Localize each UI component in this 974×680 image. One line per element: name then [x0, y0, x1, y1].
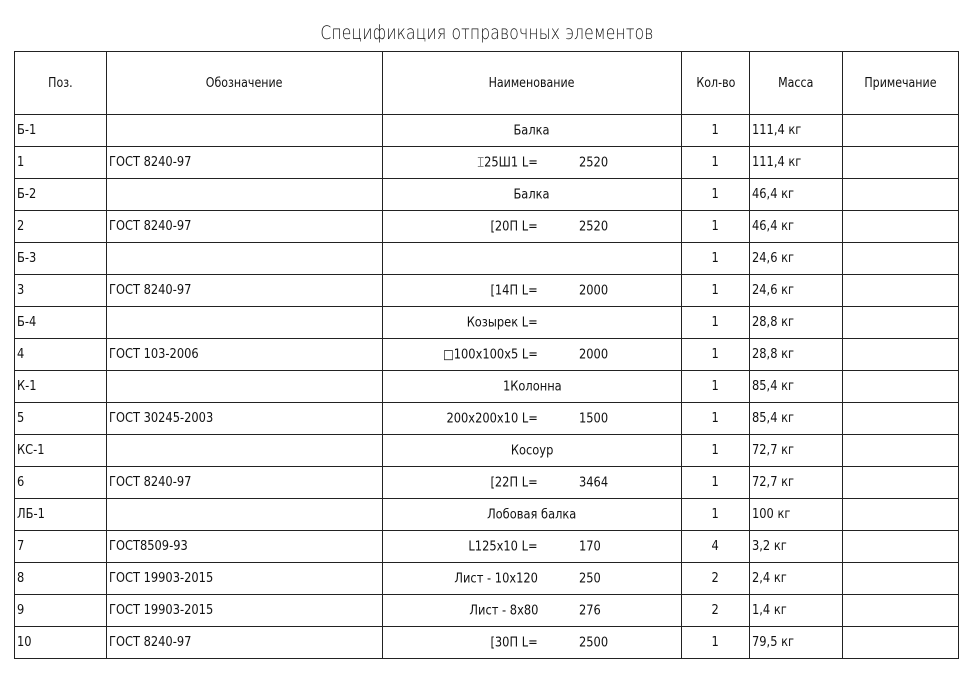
table-row	[15, 531, 959, 563]
cell-designation	[107, 499, 383, 531]
cell-mass: 24,6 кг	[750, 275, 843, 307]
cell-length: 2000	[579, 283, 609, 298]
cell-mass: 111,4 кг	[750, 147, 843, 179]
cell-note	[843, 531, 959, 563]
table-row	[15, 435, 959, 467]
cell-qty: 1	[682, 115, 750, 147]
cell-name: Козырек L=	[383, 307, 682, 339]
cell-name: [20П L= 2520	[383, 211, 682, 243]
cell-designation	[107, 435, 383, 467]
table-row	[15, 115, 959, 147]
header-note: Примечание	[843, 52, 959, 115]
cell-qty: 1	[682, 467, 750, 499]
cell-name: □100х100х5 L= 2000	[383, 339, 682, 371]
table-header-row	[15, 52, 959, 115]
cell-note	[843, 403, 959, 435]
cell-designation: ГОСТ 8240-97	[107, 147, 383, 179]
cell-pos: 1	[15, 147, 107, 179]
cell-note	[843, 627, 959, 659]
cell-name: ⌶25Ш1 L= 2520	[383, 147, 682, 179]
cell-qty: 1	[682, 307, 750, 339]
cell-length: 250	[579, 571, 601, 586]
cell-pos: КС-1	[15, 435, 107, 467]
cell-mass: 1,4 кг	[750, 595, 843, 627]
cell-qty: 1	[682, 627, 750, 659]
cell-qty: 1	[682, 339, 750, 371]
cell-qty: 1	[682, 211, 750, 243]
cell-mass: 46,4 кг	[750, 179, 843, 211]
cell-length: 3464	[579, 475, 609, 490]
cell-name: 200х200х10 L= 1500	[383, 403, 682, 435]
cell-note	[843, 211, 959, 243]
cell-name: Балка	[383, 179, 682, 211]
cell-name: [22П L= 3464	[383, 467, 682, 499]
cell-name: L125х10 L= 170	[383, 531, 682, 563]
cell-qty: 1	[682, 179, 750, 211]
cell-pos: 4	[15, 339, 107, 371]
cell-mass: 24,6 кг	[750, 243, 843, 275]
cell-mass: 85,4 кг	[750, 371, 843, 403]
cell-designation	[107, 243, 383, 275]
cell-mass: 28,8 кг	[750, 339, 843, 371]
cell-pos: 7	[15, 531, 107, 563]
cell-qty: 1	[682, 435, 750, 467]
cell-designation: ГОСТ 8240-97	[107, 467, 383, 499]
cell-pos: Б-1	[15, 115, 107, 147]
cell-designation: ГОСТ 30245-2003	[107, 403, 383, 435]
cell-mass: 3,2 кг	[750, 531, 843, 563]
table-row	[15, 563, 959, 595]
cell-pos: 10	[15, 627, 107, 659]
cell-pos: К-1	[15, 371, 107, 403]
cell-note	[843, 339, 959, 371]
cell-designation	[107, 115, 383, 147]
table-row	[15, 179, 959, 211]
cell-pos: 9	[15, 595, 107, 627]
cell-name: [14П L= 2000	[383, 275, 682, 307]
cell-mass: 111,4 кг	[750, 115, 843, 147]
specification-table	[14, 51, 959, 659]
cell-note	[843, 115, 959, 147]
cell-mass: 85,4 кг	[750, 403, 843, 435]
cell-note	[843, 499, 959, 531]
table-row	[15, 275, 959, 307]
cell-pos: Б-3	[15, 243, 107, 275]
header-name: Наименование	[383, 52, 682, 115]
table-row	[15, 243, 959, 275]
cell-mass: 72,7 кг	[750, 435, 843, 467]
cell-note	[843, 147, 959, 179]
cell-mass: 79,5 кг	[750, 627, 843, 659]
cell-qty: 1	[682, 403, 750, 435]
cell-length: 2000	[579, 347, 609, 362]
table-body	[15, 115, 959, 659]
cell-designation: ГОСТ 8240-97	[107, 627, 383, 659]
cell-designation: ГОСТ 19903-2015	[107, 595, 383, 627]
cell-mass: 28,8 кг	[750, 307, 843, 339]
cell-designation: ГОСТ 103-2006	[107, 339, 383, 371]
table-row	[15, 499, 959, 531]
cell-designation	[107, 179, 383, 211]
header-designation: Обозначение	[107, 52, 383, 115]
cell-name: Лобовая балка	[383, 499, 682, 531]
cell-length: 2520	[579, 219, 609, 234]
cell-pos: 6	[15, 467, 107, 499]
cell-designation	[107, 307, 383, 339]
cell-mass: 2,4 кг	[750, 563, 843, 595]
header-mass: Масса	[750, 52, 843, 115]
cell-name: Лист - 8х80 276	[383, 595, 682, 627]
table-row	[15, 467, 959, 499]
cell-pos: 3	[15, 275, 107, 307]
cell-pos: Б-2	[15, 179, 107, 211]
table-row	[15, 403, 959, 435]
cell-pos: 8	[15, 563, 107, 595]
cell-qty: 1	[682, 371, 750, 403]
cell-length: 2520	[579, 155, 609, 170]
cell-note	[843, 243, 959, 275]
cell-qty: 1	[682, 499, 750, 531]
cell-length: 276	[579, 603, 601, 618]
cell-designation	[107, 371, 383, 403]
cell-note	[843, 563, 959, 595]
cell-designation: ГОСТ 19903-2015	[107, 563, 383, 595]
cell-name: 1Колонна	[383, 371, 682, 403]
cell-qty: 1	[682, 147, 750, 179]
cell-qty: 1	[682, 243, 750, 275]
cell-note	[843, 467, 959, 499]
cell-mass: 72,7 кг	[750, 467, 843, 499]
cell-qty: 2	[682, 595, 750, 627]
cell-name: Косоур	[383, 435, 682, 467]
header-pos: Поз.	[15, 52, 107, 115]
cell-qty: 4	[682, 531, 750, 563]
cell-name: Балка	[383, 115, 682, 147]
cell-name: [30П L= 2500	[383, 627, 682, 659]
cell-pos: 2	[15, 211, 107, 243]
table-row	[15, 595, 959, 627]
cell-designation: ГОСТ 8240-97	[107, 275, 383, 307]
cell-pos: ЛБ-1	[15, 499, 107, 531]
cell-name: Лист - 10х120 250	[383, 563, 682, 595]
cell-designation: ГОСТ 8240-97	[107, 211, 383, 243]
cell-mass: 46,4 кг	[750, 211, 843, 243]
cell-length: 1500	[579, 411, 609, 426]
cell-note	[843, 307, 959, 339]
cell-length: 2500	[579, 635, 609, 650]
cell-qty: 1	[682, 275, 750, 307]
cell-length: 170	[579, 539, 601, 554]
cell-mass: 100 кг	[750, 499, 843, 531]
table-row	[15, 211, 959, 243]
table-row	[15, 627, 959, 659]
cell-note	[843, 275, 959, 307]
cell-note	[843, 435, 959, 467]
document-title: Спецификация отправочных элементов	[320, 22, 654, 44]
table-row	[15, 147, 959, 179]
cell-pos: Б-4	[15, 307, 107, 339]
cell-name	[383, 243, 682, 275]
cell-note	[843, 179, 959, 211]
table-row	[15, 371, 959, 403]
cell-pos: 5	[15, 403, 107, 435]
cell-qty: 2	[682, 563, 750, 595]
table-row	[15, 339, 959, 371]
cell-note	[843, 371, 959, 403]
header-qty: Кол-во	[682, 52, 750, 115]
cell-note	[843, 595, 959, 627]
table-row	[15, 307, 959, 339]
cell-designation: ГОСТ8509-93	[107, 531, 383, 563]
